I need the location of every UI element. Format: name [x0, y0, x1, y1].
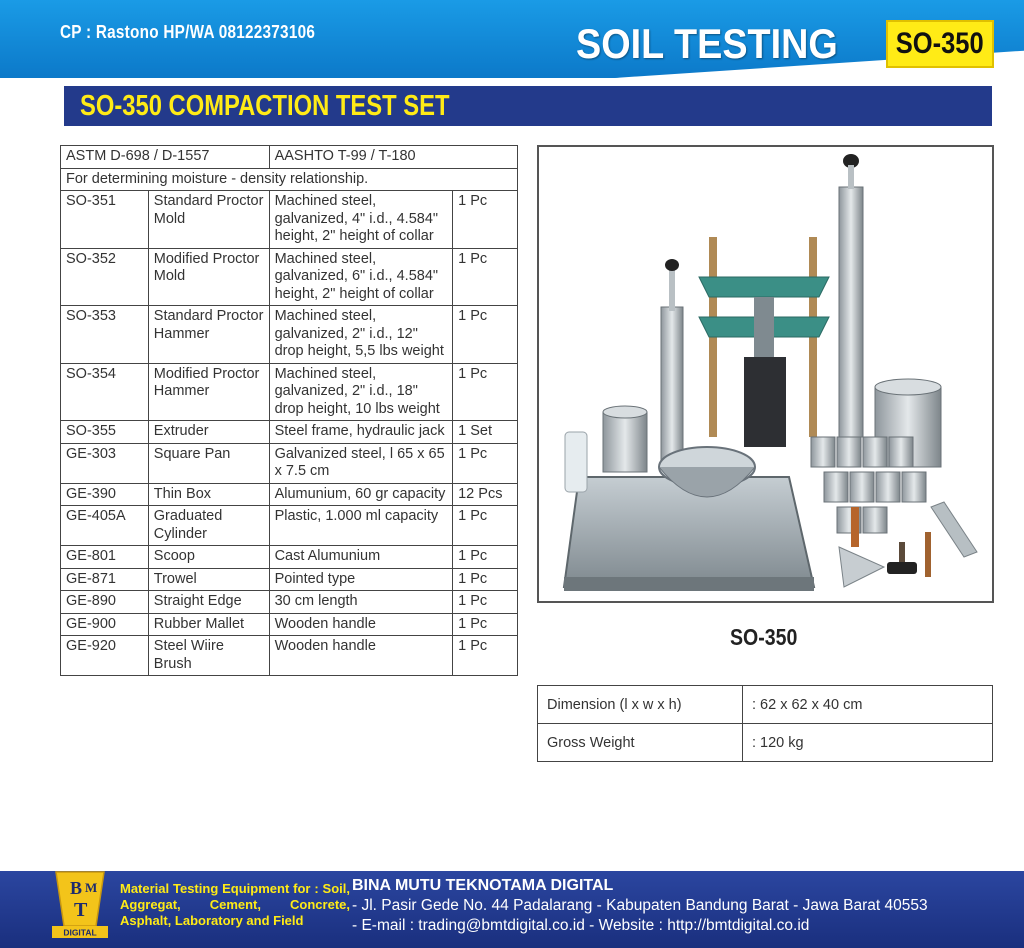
standard-astm: ASTM D-698 / D-1557 — [61, 146, 270, 169]
contact-person: CP : Rastono HP/WA 08122373106 — [60, 22, 316, 42]
standard-aashto: AASHTO T-99 / T-180 — [269, 146, 517, 169]
item-quantity: 1 Pc — [453, 636, 518, 676]
item-quantity: 1 Pc — [453, 443, 518, 483]
svg-text:DIGITAL: DIGITAL — [63, 927, 97, 938]
company-name: BINA MUTU TEKNOTAMA DIGITAL — [352, 877, 614, 894]
dimension-label: Gross Weight — [538, 724, 743, 762]
logo-letter-b: B — [70, 878, 83, 898]
item-name: Scoop — [148, 546, 269, 569]
product-code-badge-label: SO-350 — [896, 27, 984, 60]
purpose-text: For determining moisture - density relationship. — [61, 168, 518, 191]
item-description: Alumunium, 60 gr capacity — [269, 483, 453, 506]
item-code: SO-352 — [61, 248, 149, 306]
item-name: Modified Proctor Mold — [148, 248, 269, 306]
spec-row — [61, 248, 518, 306]
banner-title: SO-350 COMPACTION TEST SET — [80, 90, 450, 122]
item-description: Machined steel, galvanized, 4" i.d., 4.584" height, 2" height of collar — [269, 191, 453, 249]
spec-row — [61, 568, 518, 591]
dimensions-table — [537, 685, 993, 762]
item-name: Rubber Mallet — [148, 613, 269, 636]
item-code: GE-871 — [61, 568, 149, 591]
item-description: Wooden handle — [269, 613, 453, 636]
spec-row — [61, 421, 518, 444]
item-quantity: 1 Pc — [453, 506, 518, 546]
item-name: Extruder — [148, 421, 269, 444]
item-quantity: 1 Pc — [453, 613, 518, 636]
dimension-row — [538, 686, 993, 724]
spec-row — [61, 613, 518, 636]
item-description: Galvanized steel, l 65 x 65 x 7.5 cm — [269, 443, 453, 483]
item-description: Wooden handle — [269, 636, 453, 676]
purpose-row — [61, 168, 518, 191]
bmt-logo-mark — [52, 868, 108, 938]
item-description: Plastic, 1.000 ml capacity — [269, 506, 453, 546]
spec-row — [61, 591, 518, 614]
item-description: Steel frame, hydraulic jack — [269, 421, 453, 444]
item-description: Pointed type — [269, 568, 453, 591]
photo-caption: SO-350 — [730, 624, 798, 650]
page-title: SOIL TESTING — [576, 20, 838, 67]
item-quantity: 1 Pc — [453, 591, 518, 614]
spec-table — [60, 145, 518, 676]
spec-row — [61, 191, 518, 249]
bmt-logo — [52, 868, 108, 938]
item-description: Machined steel, galvanized, 2" i.d., 18" drop height, 10 lbs weight — [269, 363, 453, 421]
item-name: Modified Proctor Hammer — [148, 363, 269, 421]
item-code: GE-900 — [61, 613, 149, 636]
company-address: - Jl. Pasir Gede No. 44 Padalarang - Kabupaten Bandung Barat - Jawa Barat 40553 — [352, 897, 928, 914]
item-code: GE-801 — [61, 546, 149, 569]
item-quantity: 12 Pcs — [453, 483, 518, 506]
product-photo — [537, 145, 994, 603]
item-description: Machined steel, galvanized, 6" i.d., 4.584" height, 2" height of collar — [269, 248, 453, 306]
item-code: SO-353 — [61, 306, 149, 364]
logo-letter-m: M — [85, 880, 98, 895]
item-name: Thin Box — [148, 483, 269, 506]
item-quantity: 1 Pc — [453, 248, 518, 306]
item-quantity: 1 Pc — [453, 191, 518, 249]
item-quantity: 1 Pc — [453, 568, 518, 591]
spec-row — [61, 306, 518, 364]
item-quantity: 1 Pc — [453, 306, 518, 364]
item-name: Square Pan — [148, 443, 269, 483]
item-code: GE-303 — [61, 443, 149, 483]
item-code: GE-405A — [61, 506, 149, 546]
item-description: Cast Alumunium — [269, 546, 453, 569]
item-description: 30 cm length — [269, 591, 453, 614]
item-name: Standard Proctor Hammer — [148, 306, 269, 364]
item-description: Machined steel, galvanized, 2" i.d., 12" drop height, 5,5 lbs weight — [269, 306, 453, 364]
product-code-badge — [886, 20, 994, 68]
item-code: GE-390 — [61, 483, 149, 506]
spec-row — [61, 506, 518, 546]
compaction-set-illustration — [539, 147, 992, 601]
item-code: SO-355 — [61, 421, 149, 444]
item-code: SO-354 — [61, 363, 149, 421]
item-quantity: 1 Set — [453, 421, 518, 444]
spec-row — [61, 546, 518, 569]
dimension-value: : 120 kg — [743, 724, 993, 762]
footer-tagline: Material Testing Equipment for : Soil, Aggregat, Cement, Concrete, Asphalt, Laboratory and Field — [120, 881, 350, 928]
item-name: Straight Edge — [148, 591, 269, 614]
logo-letter-t: T — [74, 899, 88, 921]
item-name: Trowel — [148, 568, 269, 591]
company-contact: - E-mail : trading@bmtdigital.co.id - Website : http://bmtdigital.co.id — [352, 917, 810, 934]
item-quantity: 1 Pc — [453, 363, 518, 421]
spec-row — [61, 636, 518, 676]
item-name: Graduated Cylinder — [148, 506, 269, 546]
title-banner — [64, 86, 992, 126]
spec-row — [61, 443, 518, 483]
dimension-value: : 62 x 62 x 40 cm — [743, 686, 993, 724]
header — [0, 0, 1024, 78]
spec-row — [61, 483, 518, 506]
dimension-label: Dimension (l x w x h) — [538, 686, 743, 724]
standards-row — [61, 146, 518, 169]
item-name: Steel Wiire Brush — [148, 636, 269, 676]
spec-row — [61, 363, 518, 421]
item-name: Standard Proctor Mold — [148, 191, 269, 249]
footer-company-info — [352, 876, 928, 936]
item-code: GE-920 — [61, 636, 149, 676]
item-quantity: 1 Pc — [453, 546, 518, 569]
item-code: GE-890 — [61, 591, 149, 614]
item-code: SO-351 — [61, 191, 149, 249]
dimension-row — [538, 724, 993, 762]
